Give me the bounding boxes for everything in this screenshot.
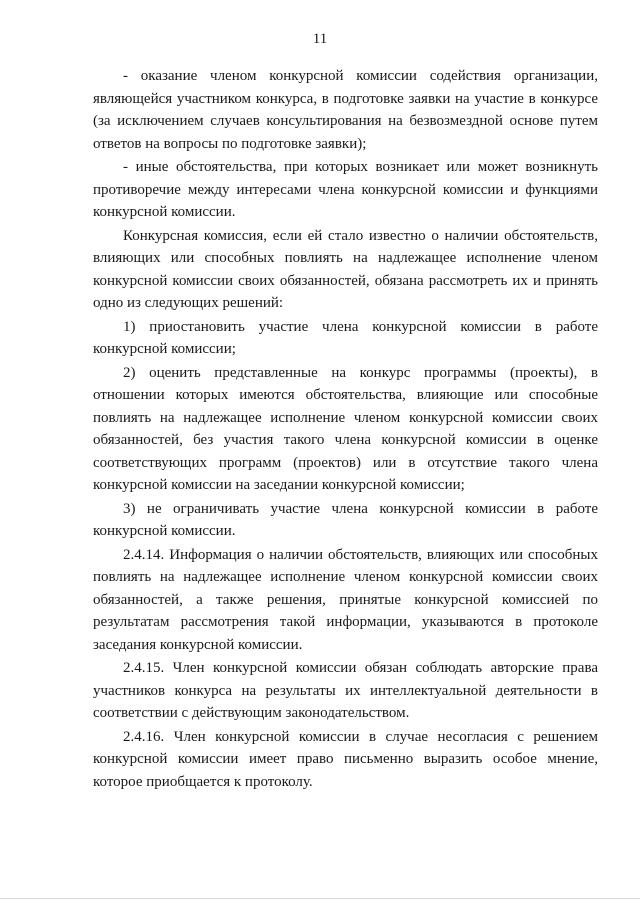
- paragraph-other-circumstances: - иные обстоятельства, при которых возникает или может возникнуть противоречие между интересами члена конкурсной комиссии и функциями конкурсной комиссии.: [93, 159, 598, 220]
- paragraph-2-4-16: 2.4.16. Член конкурсной комиссии в случае несогласия с решением конкурсной комиссии имеет право письменно выразить особое мнение, которое приобщается к протоколу.: [93, 728, 598, 790]
- paragraph-commission-decision: Конкурсная комиссия, если ей стало известно о наличии обстоятельств, влияющих или способных повлиять на надлежащее исполнение членом конкурсной комиссии своих обязанностей, обязана рассмотреть их и принять одно из следующих решений:: [93, 227, 598, 311]
- paragraph-2-4-14: 2.4.14. Информация о наличии обстоятельств, влияющих или способных повлиять на надлежащее исполнение членом конкурсной комиссии своих обязанностей, а также решения, принятые конкурсной комиссией по результатам рассмотрения такой информации, указываются в протоколе заседания конкурсной комиссии.: [93, 546, 598, 653]
- paragraph-option-2: 2) оценить представленные на конкурс программы (проекты), в отношении которых имеются обстоятельства, влияющие или способные повлиять на надлежащее исполнение членом конкурсной комиссии своих обязанностей, без участия такого члена конкурсной комиссии в оценке соответствующих программ (проектов) или в отсутствие такого члена конкурсной комиссии на заседании конкурсной комиссии;: [93, 364, 598, 493]
- paragraph-2-4-15: 2.4.15. Член конкурсной комиссии обязан соблюдать авторские права участников конкурса на результаты их интеллектуальной деятельности в соответствии с действующим законодательством.: [93, 660, 598, 721]
- paragraph-option-3: 3) не ограничивать участие члена конкурсной комиссии в работе конкурсной комиссии.: [93, 500, 598, 539]
- paragraph-assistance-clause: - оказание членом конкурсной комиссии содействия организации, являющейся участником конкурса, в подготовке заявки на участие в конкурсе (за исключением случаев консультирования на безвозмездной основе путем ответов на вопросы по подготовке заявки);: [93, 68, 598, 152]
- page-number: 11: [312, 31, 328, 47]
- document-body: [93, 65, 598, 794]
- scan-edge-line: [0, 898, 640, 899]
- paragraph-option-1: 1) приостановить участие члена конкурсной комиссии в работе конкурсной комиссии;: [93, 318, 598, 357]
